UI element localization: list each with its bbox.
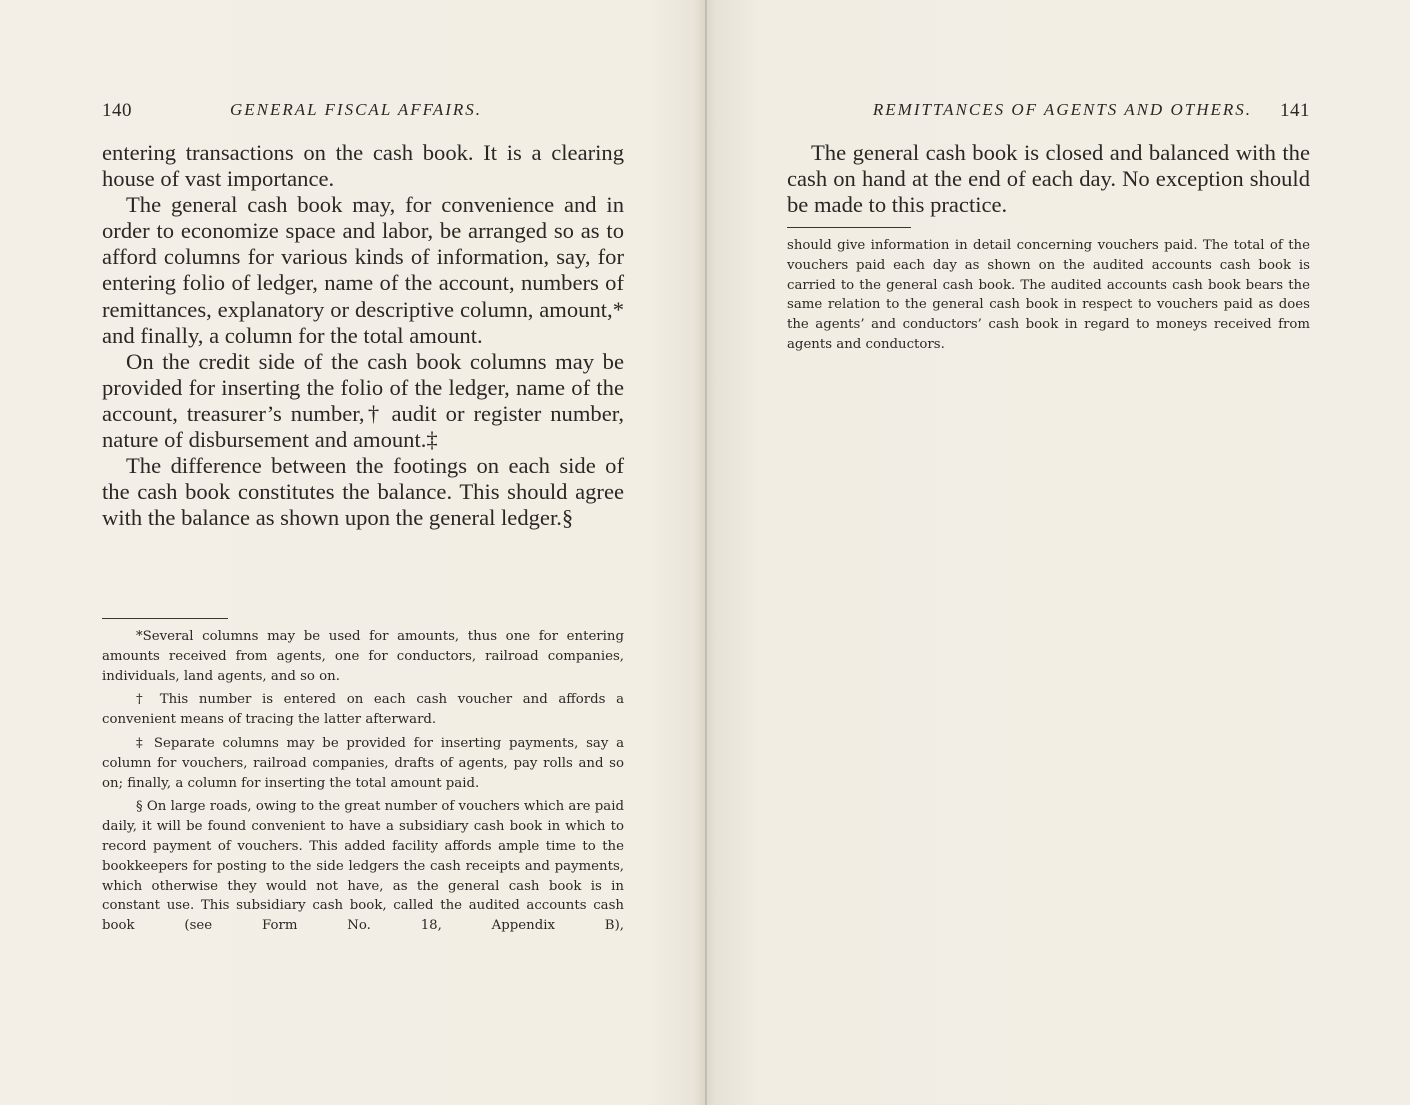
right-footnotes	[787, 236, 1310, 359]
right-page	[787, 0, 1310, 1105]
left-paragraph-3: On the credit side of the cash book columns may be provided for inserting the folio of the ledger, name of the account, treasurer’s number,† audit or register number, nature of disbursement and amount.‡	[102, 348, 624, 453]
right-page-number: 141	[1280, 100, 1310, 121]
left-footnotes	[102, 627, 624, 940]
left-paragraph-2: The general cash book may, for convenience and in order to economize space and labor, be arranged so as to afford columns for various kinds of information, say, for entering folio of ledger, name of the account, numbers of remittances, explanatory or descriptive column, amount,* and finally, a column for the total amount.	[102, 192, 624, 348]
left-page-number: 140	[102, 100, 132, 121]
footnote-continuation: should give information in detail concerning vouchers paid. The total of the vouchers paid each day as shown on the audited accounts cash book is carried to the general cash book. The audited accounts cash book bears the same relation to the general cash book in respect to vouchers paid as does the agents’ and conductors’ cash book in regard to moneys received from agents and conductors.	[787, 238, 1310, 352]
left-page	[102, 0, 624, 1105]
left-paragraph-4: The difference between the footings on each side of the cash book constitutes the balance. This should agree with the balance as shown upon the general ledger.§	[102, 453, 624, 531]
footnote-section: § On large roads, owing to the great number of vouchers which are paid daily, it will be found convenient to have a subsidiary cash book in which to record payment of vouchers. This added facility affords ample time to the bookkeepers for posting to the side ledgers the cash receipts and payments, which otherwise they would not have, as the general cash book is in constant use. This subsidiary cash book, called the audited accounts cash book (see Form No. 18, Appendix B),	[102, 799, 624, 934]
footnote-dagger: † This number is entered on each cash voucher and affords a convenient means of tracing the latter afterward.	[102, 692, 624, 728]
left-paragraph-1: entering transactions on the cash book. It is a clearing house of vast importance.	[102, 140, 624, 192]
footnote-asterisk: *Several columns may be used for amounts, thus one for entering amounts received from agents, one for conductors, railroad companies, individuals, land agents, and so on.	[102, 629, 624, 684]
book-gutter	[705, 0, 707, 1105]
right-running-title: REMITTANCES OF AGENTS AND OTHERS.	[872, 100, 1252, 119]
left-footnote-rule	[102, 618, 228, 619]
left-running-title: GENERAL FISCAL AFFAIRS.	[230, 100, 483, 119]
right-body-text	[787, 140, 1310, 218]
right-running-head	[787, 98, 1310, 124]
right-footnote-rule	[787, 227, 911, 228]
left-running-head	[102, 98, 624, 124]
left-body-text	[102, 140, 624, 531]
footnote-double-dagger: ‡ Separate columns may be provided for inserting payments, say a column for vouchers, railroad companies, drafts of agents, pay rolls and so on; finally, a column for inserting the total amount paid.	[102, 735, 624, 791]
right-paragraph-1: The general cash book is closed and balanced with the cash on hand at the end of each day. No exception should be made to this practice.	[787, 140, 1310, 218]
